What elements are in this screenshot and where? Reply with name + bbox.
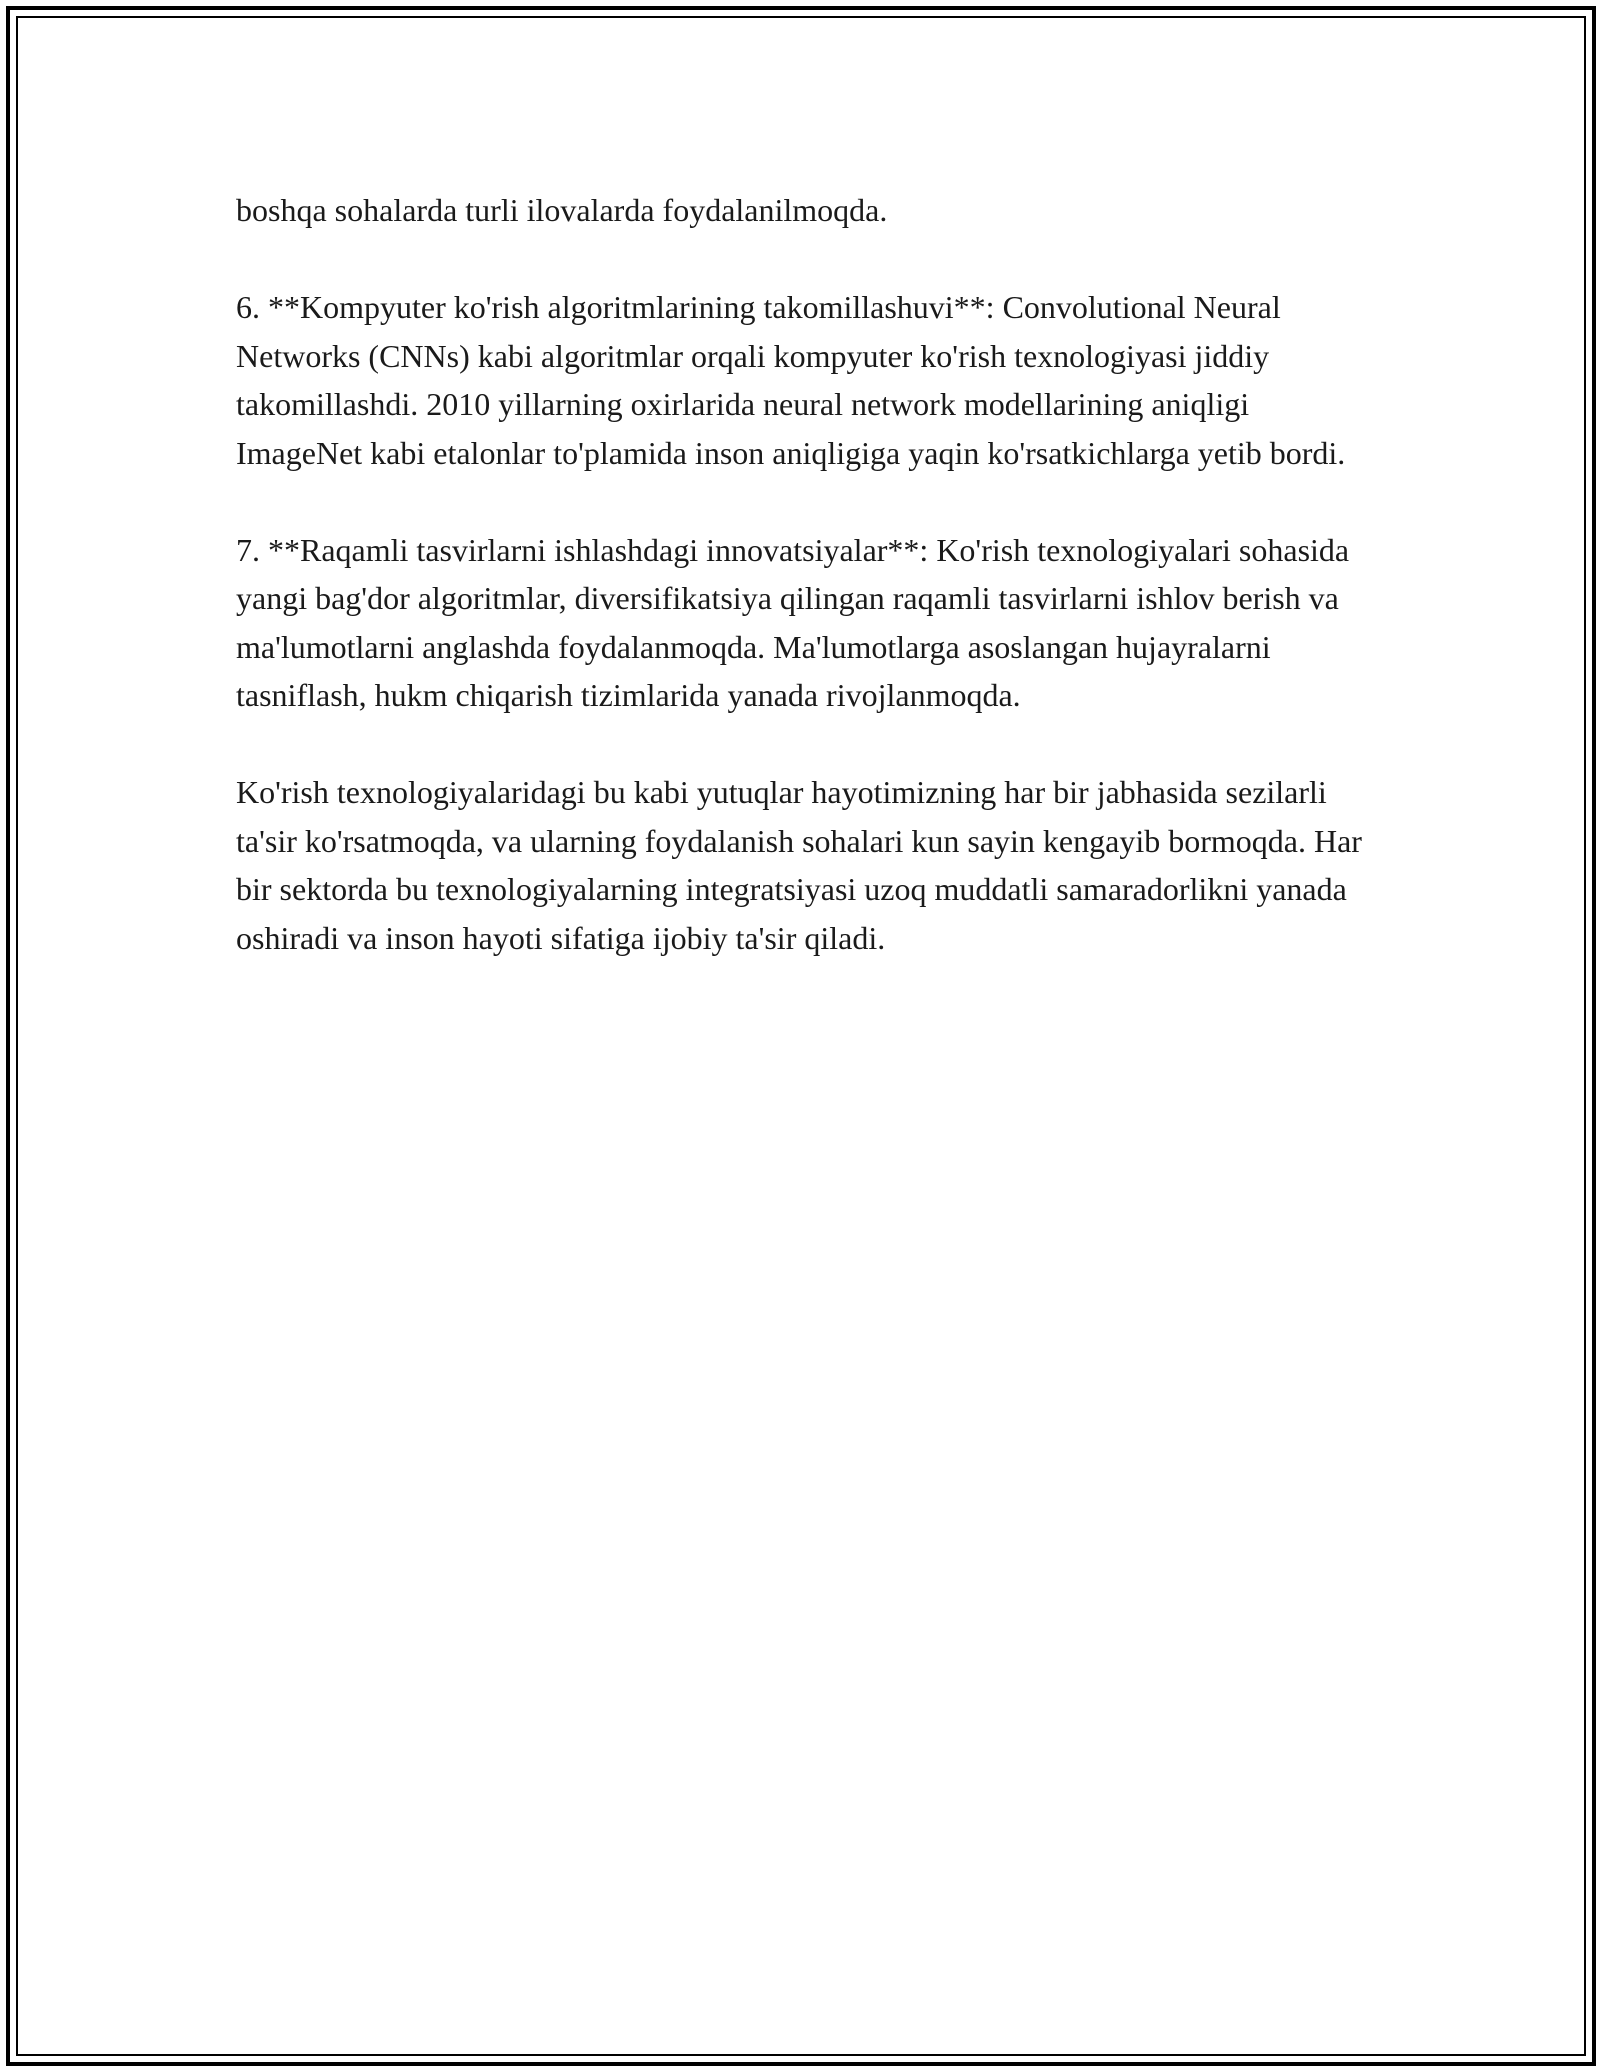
paragraph-item-7: 7. **Raqamli tasvirlarni ishlashdagi innovatsiyalar**: Ko'rish texnologiyalari sohasida yangi bag'dor algoritmlar, diversifikatsiya qilingan raqamli tasvirlarni ishlov berish va ma'lumotlarni anglashda foydalanmoqda. Ma'lumotlarga asoslangan hujayralarni tasniflash, hukm chiqarish tizimlarida yanada rivojlanmoqda. (236, 531, 1350, 713)
paragraph-item-6: 6. **Kompyuter ko'rish algoritmlarining takomillashuvi**: Convolutional Neural Networks (CNNs) kabi algoritmlar orqali kompyuter ko'rish texnologiyasi jiddiy takomillashdi. 2010 yillarning oxirlarida neural network modellarining aniqligi ImageNet kabi etalonlar to'plamida inson aniqligiga yaqin ko'rsatkichlarga yetib bordi. (236, 289, 1346, 471)
paragraph-conclusion: Ko'rish texnologiyalaridagi bu kabi yutuqlar hayotimizning har bir jabhasida sezilarli ta'sir ko'rsatmoqda, va ularning foydalanish sohalari kun sayin kengayib bormoqda. Har bir sektorda bu texnologiyalarning integratsiyasi uzoq muddatli samaradorlikni yanada oshiradi va inson hayoti sifatiga ijobiy ta'sir qiladi. (236, 774, 1362, 956)
paragraph-continuation: boshqa sohalarda turli ilovalarda foydalanilmoqda. (236, 192, 888, 228)
document-body (236, 186, 1376, 1011)
